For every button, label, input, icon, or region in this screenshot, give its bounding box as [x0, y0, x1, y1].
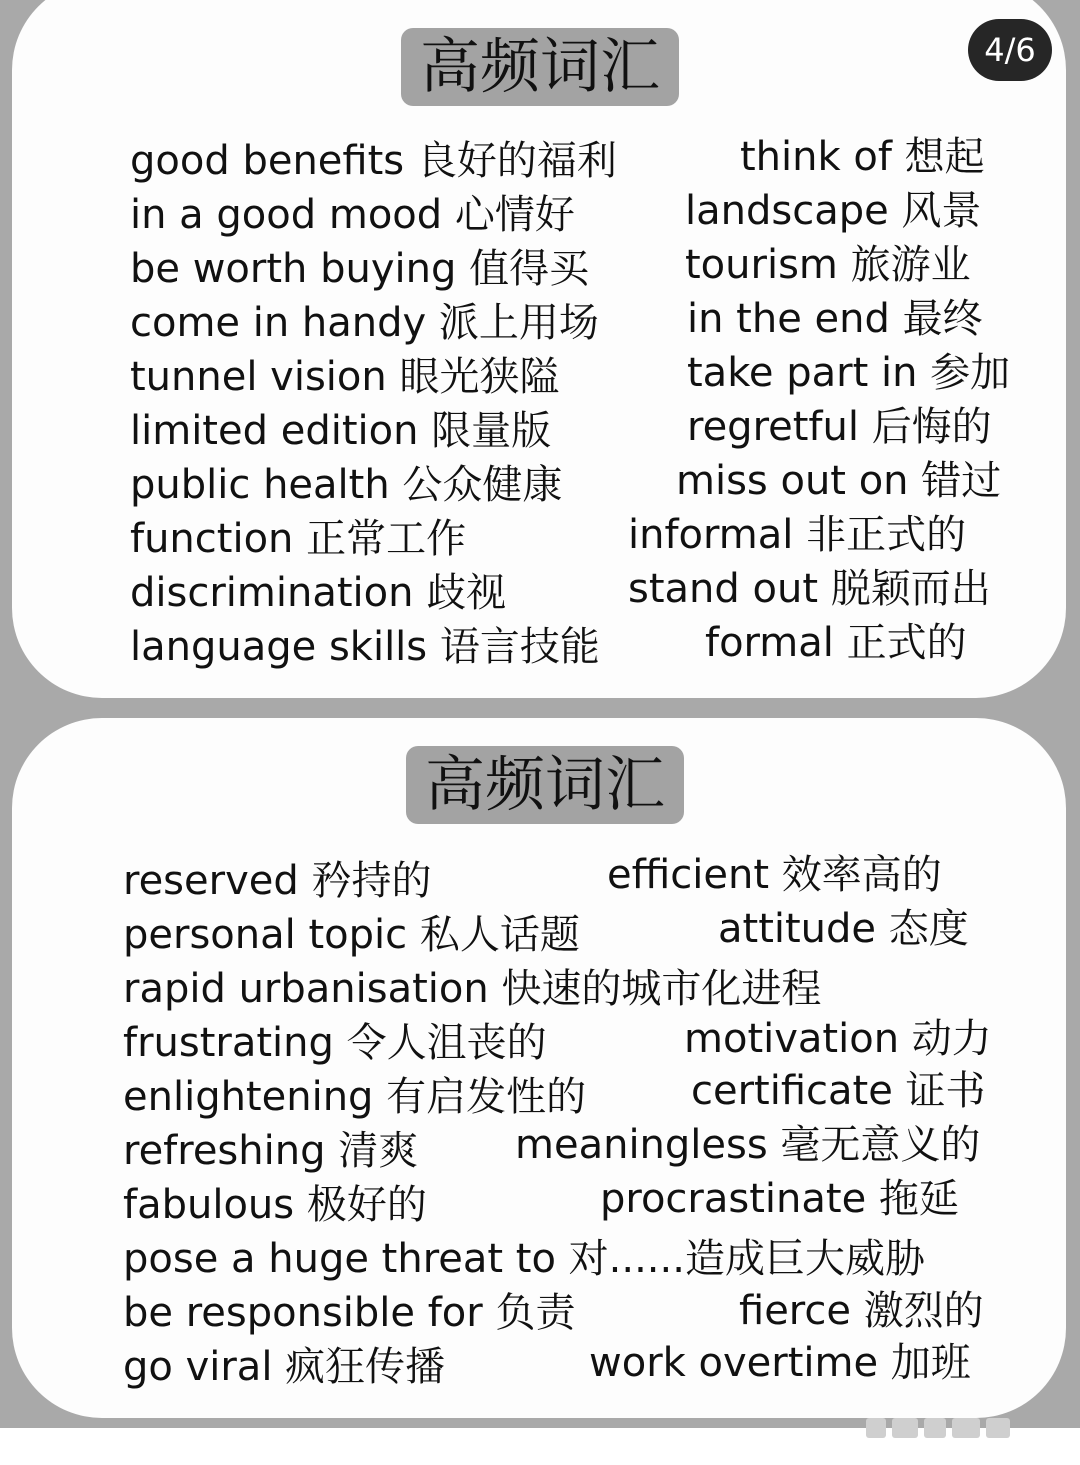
- card-1-right-item: tourism 旅游业: [685, 242, 971, 288]
- card-1-right-item: regretful 后悔的: [687, 404, 992, 450]
- card-1-left-item: tunnel vision 眼光狭隘: [130, 354, 560, 400]
- card-1-right-item: stand out 脱颖而出: [628, 566, 991, 612]
- card-2-left-item: personal topic 私人话题: [123, 912, 580, 958]
- card-1-left-item: public health 公众健康: [130, 462, 563, 508]
- card-1-right-item: landscape 风景: [685, 188, 982, 234]
- card-2-right-item: procrastinate 拖延: [600, 1176, 959, 1222]
- card-1-left-item: function 正常工作: [130, 516, 467, 562]
- card-2-right-item: certificate 证书: [691, 1068, 986, 1114]
- card-2-left-item: pose a huge threat to 对......造成巨大威胁: [123, 1236, 925, 1282]
- card-1-right-item: formal 正式的: [705, 620, 967, 666]
- card-2-title: 高频词汇: [406, 746, 684, 824]
- card-2-right-item: motivation 动力: [684, 1016, 992, 1062]
- card-1-right-item: take part in 参加: [687, 350, 1011, 396]
- card-1-left-item: language skills 语言技能: [130, 624, 600, 670]
- card-1-left-item: limited edition 限量版: [130, 408, 552, 454]
- card-2-left-item: rapid urbanisation 快速的城市化进程: [123, 966, 822, 1012]
- card-1-left-item: come in handy 派上用场: [130, 300, 599, 346]
- card-2-right-item: work overtime 加班: [589, 1340, 971, 1386]
- card-2-left-item: reserved 矜持的: [123, 858, 432, 904]
- card-2-right-item: fierce 激烈的: [739, 1288, 984, 1334]
- card-1-left-item: good benefits 良好的福利: [130, 138, 617, 184]
- card-2-right-item: efficient 效率高的: [607, 852, 942, 898]
- card-2-left-item: refreshing 清爽: [123, 1128, 419, 1174]
- card-1-right-item: in the end 最终: [687, 296, 983, 342]
- card-2-left-item: fabulous 极好的: [123, 1182, 427, 1228]
- card-1-left-item: be worth buying 值得买: [130, 246, 590, 292]
- watermark-logo: [866, 1413, 1046, 1443]
- card-1-title: 高频词汇: [401, 28, 679, 106]
- card-2-left-item: go viral 疯狂传播: [123, 1344, 446, 1390]
- page-indicator: 4/6: [968, 19, 1052, 81]
- card-1-left-item: discrimination 歧视: [130, 570, 507, 616]
- card-2-left-item: be responsible for 负责: [123, 1290, 576, 1336]
- card-1-left-item: in a good mood 心情好: [130, 192, 575, 238]
- card-1-right-item: think of 想起: [740, 134, 985, 180]
- card-2-left-item: enlightening 有启发性的: [123, 1074, 587, 1120]
- card-1-right-item: informal 非正式的: [628, 512, 967, 558]
- card-2-left-item: frustrating 令人沮丧的: [123, 1020, 547, 1066]
- card-2-right-item: attitude 态度: [718, 906, 969, 952]
- card-1-right-item: miss out on 错过: [676, 458, 1002, 504]
- card-2-right-item: meaningless 毫无意义的: [515, 1122, 981, 1168]
